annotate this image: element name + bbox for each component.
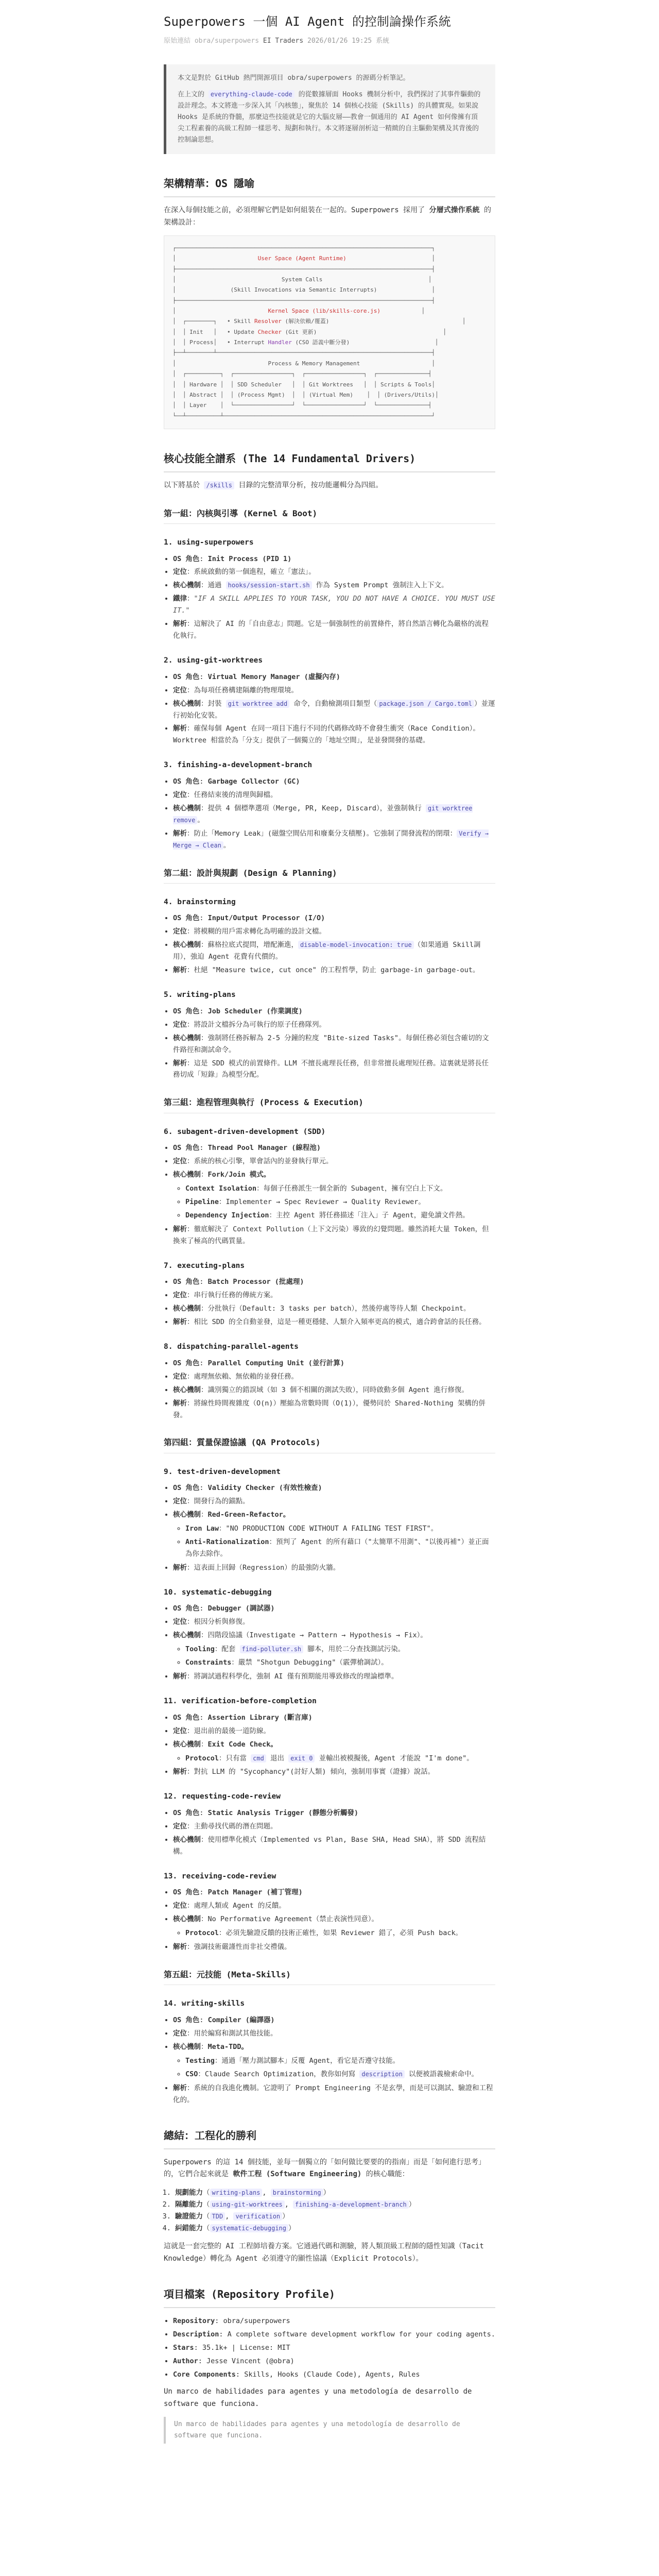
skill-title: 3. finishing-a-development-branch <box>164 761 313 770</box>
skill-details <box>164 553 495 642</box>
architecture-diagram: ┌───────────────────────────────────────────────────────────────────────────┐ │ User Space (Agent Runtime) │ ├───────────────────────────────────────────────────────────────────────────┤ │ System Calls │ │ (Skill Invocations via Semantic Interrupts) │ ├───────────────────────────────────────────────────────────────────────────┤ │ Kernel Space (lib/skills-core.js) │ │ ┌────────┐ • Skill Resolver (解決依賴/覆蓋) │ │ │ Init │ • Update Checker (Git 更新) │ │ │ Process│ • Interrupt Handler (CSO 語義中斷分發) │ ├──┴────────┴───────────────────────────────────────────────────────────────┤ │ Process & Memory Management │ │ ┌──────────┐ ┌─────────────────┐ ┌─────────────────┐ ┌───────────────┤ │ │ Hardware │ │ SDD Scheduler │ │ Git Worktrees │ │ Scripts & Tools│ │ │ Abstract │ │ (Process Mgmt) │ │ (Virtual Mem) │ │ (Drivers/Utils)│ │ │ Layer │ └─────────────────┘ └─────────────────┘ └───────────────┤ └──┴──────────┴─────────────────────────────────────────────────────────────┘ <box>164 235 495 429</box>
list-item: • 定位：用於編寫和測試其他技能。 <box>173 2028 495 2040</box>
list-item: • 定位：將模糊的用戶需求轉化為明確的設計文檔。 <box>173 926 495 938</box>
list-item: • 核心機制：識別獨立的錯誤域（如 3 個不相關的測試失敗），同時啟動多個 Agent 進行修復。 <box>173 1384 495 1396</box>
skill-details <box>164 1807 495 1858</box>
list-item: ◦ Testing：通過「壓力測試腳本」反覆 Agent，看它是否遵守技能。 <box>185 2055 495 2067</box>
section-heading-conclusion: 總結：工程化的勝利 <box>164 2127 495 2149</box>
group-heading-2: 第二組：設計與規劃 (Design & Planning) <box>164 866 495 884</box>
list-item: ◦ CSO：Claude Search Optimization，教你如何寫 description 以便被語義檢索命中。 <box>185 2069 495 2080</box>
system-calls-sub: (Skill Invocations via Semantic Interrupts) <box>230 286 377 294</box>
list-item: ◦ Anti-Rationalization：預判了 Agent 的所有藉口（"太簡單不用測"、"以後再補"）並正面為你去除作。 <box>185 1536 495 1560</box>
list-item: • 核心機制：Fork/Join 模式。 ◦ Context Isolation：每個子任務派生一個全新的 Subagent，擁有空白上下文。 ◦ Pipeline：Implementer → Spec Reviewer → Quality Reviewer。 ◦ Dependency Injection：主控 Agent 將任務描述「注入」子 Agent，避免讀文件熱。 <box>173 1169 495 1222</box>
list-item: • OS 角色: Init Process (PID 1) <box>173 553 495 565</box>
list-item: • 核心機制：Exit Code Check。 ◦ Protocol：只有當 cmd 退出 exit 0 並輸出被模擬後，Agent 才能說 "I'm done"。 <box>173 1739 495 1765</box>
list-item: • OS 角色: Job Scheduler (作業調度) <box>173 1006 495 1018</box>
capability-list <box>164 2187 495 2234</box>
list-item: • OS 角色: Virtual Memory Manager (虛擬內存) <box>173 671 495 683</box>
section-heading-architecture: 架構精華：OS 隱喻 <box>164 175 495 197</box>
list-item: • 解析：這解決了 AI 的「自由意志」問題。它是一個強制性的前置條件，將自然語言轉化為嚴格的流程化執行。 <box>173 618 495 642</box>
core-intro: 以下將基於 /skills 目錄的完整清單分析，按功能邏輯分為四組。 <box>164 481 383 489</box>
skill-details <box>164 1276 495 1328</box>
section-heading-core-skills: 核心技能全譜系 (The 14 Fundamental Drivers) <box>164 450 495 472</box>
skill-title: 6. subagent-driven-development (SDD) <box>164 1127 326 1136</box>
skill-title: 9. test-driven-development <box>164 1467 281 1476</box>
system-calls-label: System Calls <box>281 276 323 283</box>
list-item: • 核心機制：四階段協議（Investigate → Pattern → Hypothesis → Fix）。 ◦ Tooling：配套 find-polluter.sh 腳本，用於二分查找測試污染。 ◦ Constraints：嚴禁 "Shotgun Debugging"（霰彈槍調試）。 <box>173 1630 495 1669</box>
list-item: • Stars: 35.1k+ | License: MIT <box>173 2342 495 2354</box>
list-item: • 解析：對抗 LLM 的 "Sycophancy"(討好人類) 傾向，強制用事實（證據）說話。 <box>173 1766 495 1778</box>
list-item: • 核心機制：Red-Green-Refactor。 ◦ Iron Law："NO PRODUCTION CODE WITHOUT A FAILING TEST FIRST"。 ◦ Anti-Rationalization：預判了 Agent 的所有藉口（"太簡單不用測"、"以後再補"）並正面為你去除作。 <box>173 1509 495 1560</box>
list-item: • 解析：這是 SDD 模式的前置條件。LLM 不擅長處理長任務，但非常擅長處理短任務。這裏就是將長任務切成「短錄」為模型分配。 <box>173 1058 495 1081</box>
inline-code: everything-claude-code <box>209 90 294 98</box>
list-item: • OS 角色: Validity Checker (有效性檢查) <box>173 1482 495 1494</box>
list-item: ◦ Tooling：配套 find-polluter.sh 腳本，用於二分查找測試污染。 <box>185 1643 495 1655</box>
list-item: • 定位：處理人類或 Agent 的反饋。 <box>173 1900 495 1912</box>
list-item: 2. 隔離能力（ using-git-worktrees , finishing-a-development-branch ） <box>175 2199 495 2211</box>
list-item: • Author: Jesse Vincent (@obra) <box>173 2355 495 2367</box>
list-item: • OS 角色: Static Analysis Trigger (靜態分析觸發) <box>173 1807 495 1819</box>
list-item: • 核心機制：分批執行（Default: 3 tasks per batch），然後停處等待人類 Checkpoint。 <box>173 1303 495 1315</box>
skill-details <box>164 1482 495 1574</box>
source-link-label[interactable]: 原始連結 <box>164 37 191 45</box>
list-item: 1. 規劃能力（ writing-plans , brainstorming ） <box>175 2187 495 2199</box>
list-item: • 鐵律："IF A SKILL APPLIES TO YOUR TASK, YOU DO NOT HAVE A CHOICE. YOU MUST USE IT." <box>173 593 495 617</box>
list-item: 3. 驗證能力（ TDD , verification ） <box>175 2211 495 2223</box>
category-tag[interactable]: 系統 <box>376 37 390 45</box>
skill-title: 1. using-superpowers <box>164 538 254 547</box>
conclusion-paragraph: Superpowers 的這 14 個技能，並每一個獨立的「如何做比要要的的指南」而是「如何進行思考」的，它們合起來就是 軟件工程 (Software Engineering) 的核心職能： <box>164 2158 485 2179</box>
list-item: • 核心機制：提供 4 個標準選項（Merge, PR, Keep, Discard），並強制執行 git worktree remove 。 <box>173 803 495 826</box>
author-name: EI Traders <box>263 37 304 45</box>
list-item: • 解析：防止「Memory Leak」(磁盤空間佔用和廢棄分支積壓)。它強制了開發流程的閉環： Verify → Merge → Clean 。 <box>173 828 495 852</box>
list-item: • 解析：將調試過程科學化，強制 AI 僅有預期能用導致修改的理論標準。 <box>173 1671 495 1683</box>
architecture-intro: 在深入每個技能之前，必須理解它們是如何組裝在一起的。Superpowers 採用了 分層式操作系統 的架構設計： <box>164 206 492 227</box>
list-item: • OS 角色: Parallel Computing Unit (並行計算) <box>173 1358 495 1369</box>
group-heading-4: 第四組：質量保證協議 (QA Protocols) <box>164 1435 495 1453</box>
list-item: • 定位：根因分析與修復。 <box>173 1616 495 1628</box>
skill-title: 13. receiving-code-review <box>164 1872 276 1880</box>
profile-list <box>164 2315 495 2381</box>
list-item: ◦ Protocol：只有當 cmd 退出 exit 0 並輸出被模擬後，Agent 才能說 "I'm done"。 <box>185 1753 495 1765</box>
skill-title: 2. using-git-worktrees <box>164 656 263 665</box>
conclusion-paragraph-2: 這就是一套完整的 AI 工程師培養方案。它通過代碼和測驗，將人類頂級工程師的隱性知識（Tacit Knowledge）轉化為 Agent 必須遵守的顯性協議（Explicit Protocols）。 <box>164 2242 484 2263</box>
list-item: • OS 角色: Input/Output Processor (I/O) <box>173 912 495 924</box>
list-item: • OS 角色: Assertion Library (斷言庫) <box>173 1712 495 1724</box>
list-item: • 定位：處理無依賴、無依賴的並發任務。 <box>173 1371 495 1383</box>
skill-title: 12. requesting-code-review <box>164 1792 281 1801</box>
intro-paragraph-1: 本文是對於 GitHub 熱門開源項目 obra/superpowers 的源碼分析筆記。 <box>178 74 410 82</box>
skill-details <box>164 1887 495 1953</box>
list-item: ◦ Pipeline：Implementer → Spec Reviewer → Quality Reviewer。 <box>185 1196 495 1208</box>
list-item: • 定位：串行執行任務的傳統方案。 <box>173 1290 495 1301</box>
article-meta <box>164 36 495 47</box>
list-item: • OS 角色: Batch Processor (批處理) <box>173 1276 495 1288</box>
list-item: • 定位：將設計文檔拆分為可執行的原子任務隊列。 <box>173 1019 495 1031</box>
list-item: ◦ Iron Law："NO PRODUCTION CODE WITHOUT A FAILING TEST FIRST"。 <box>185 1523 495 1535</box>
list-item: • 核心機制：使用標準化模式（Implemented vs Plan, Base SHA, Head SHA），將 SDD 流程結構。 <box>173 1834 495 1858</box>
list-item: • 定位：主動尋找代碼的潛在問題。 <box>173 1821 495 1833</box>
list-item: • 定位：退出前的最後一道防線。 <box>173 1725 495 1737</box>
list-item: ◦ Context Isolation：每個子任務派生一個全新的 Subagent，擁有空白上下文。 <box>185 1183 495 1195</box>
list-item: • 定位：為每項任務構建隔離的物理環境。 <box>173 685 495 697</box>
list-item: • 解析：將線性時間複雜度（O(n)）壓縮為常數時間（O(1)），優勢同於 Shared-Nothing 架構的併發。 <box>173 1398 495 1421</box>
skill-title: 4. brainstorming <box>164 897 236 906</box>
tagline-quote: Un marco de habilidades para agentes y una metodología de desarrollo de software que funciona. <box>164 2417 495 2444</box>
article-title: Superpowers 一個 AI Agent 的控制論操作系統 <box>164 14 451 29</box>
list-item: • 定位：任務結束後的清理與歸檔。 <box>173 789 495 801</box>
skill-details <box>164 1358 495 1421</box>
list-item: • Core Components: Skills, Hooks (Claude Code), Agents, Rules <box>173 2369 495 2381</box>
skill-details <box>164 671 495 747</box>
skill-title: 8. dispatching-parallel-agents <box>164 1343 299 1351</box>
list-item: • OS 角色: Compiler (編譯器) <box>173 2014 495 2026</box>
list-item: ◦ Constraints：嚴禁 "Shotgun Debugging"（霰彈槍調試）。 <box>185 1657 495 1669</box>
list-item: ◦ Dependency Injection：主控 Agent 將任務描述「注入」子 Agent，避免讀文件熱。 <box>185 1210 495 1222</box>
list-item: • 解析：確保每個 Agent 在同一項目下進行不同的代碼修改時不會發生衝突（Race Condition）。Worktree 相當於為「分支」提供了一個獨立的「地址空間」，是並發開發的基礎。 <box>173 723 495 747</box>
list-item: • 核心機制：Meta-TDD。 ◦ Testing：通過「壓力測試腳本」反覆 Agent，看它是否遵守技能。 ◦ CSO：Claude Search Optimization，教你如何寫 description 以便被語義檢索命中。 <box>173 2041 495 2080</box>
skill-details <box>164 2014 495 2106</box>
publish-date: 2026/01/26 19:25 <box>307 37 372 45</box>
list-item: • 核心機制：封裝 git worktree add 命令，自動檢測項目類型（ package.json / Cargo.toml ）並運行初始化安裝。 <box>173 698 495 722</box>
list-item: • 解析：相比 SDD 的全自動並發，這是一種更穩健、人類介入頻率更高的模式，適合跨會話的長任務。 <box>173 1316 495 1328</box>
intro-blockquote <box>164 64 495 155</box>
list-item: • 解析：強調技術嚴謹性而非社交禮儀。 <box>173 1941 495 1953</box>
list-item: • OS 角色: Debugger (調試器) <box>173 1603 495 1615</box>
list-item: ◦ Protocol：必須先驗證反饋的技術正確性，如果 Reviewer 錯了，必須 Push back。 <box>185 1927 495 1939</box>
skill-details <box>164 1006 495 1081</box>
skill-title: 11. verification-before-completion <box>164 1697 317 1706</box>
skill-title: 14. writing-skills <box>164 1999 245 2008</box>
skill-details <box>164 912 495 976</box>
user-space-label: User Space (Agent Runtime) <box>257 255 346 262</box>
list-item: • 核心機制：蘇格拉底式提問，增配漸進， disable-model-invocation: true （如果通過 Skill調用），強迫 Agent 花費有代價的。 <box>173 939 495 963</box>
skill-details <box>164 776 495 852</box>
list-item: • 定位：系統的核心引擎，單會話內的並發執行單元。 <box>173 1156 495 1167</box>
skill-details <box>164 1603 495 1683</box>
spanish-tagline: Un marco de habilidades para agentes y una metodología de desarrollo de software que funciona. <box>164 2387 472 2408</box>
skill-title: 10. systematic-debugging <box>164 1588 272 1597</box>
list-item: 4. 糾錯能力（ systematic-debugging ） <box>175 2223 495 2234</box>
list-item: • OS 角色: Patch Manager (補丁管理) <box>173 1887 495 1899</box>
list-item: • 解析：徹底解決了 Context Pollution（上下文污染）導致的幻覺問題。雖然消耗大量 Token，但換來了極高的代碼質量。 <box>173 1224 495 1247</box>
skill-details <box>164 1142 495 1247</box>
list-item: • 解析：這表面上回歸（Regression）的最強防火牆。 <box>173 1562 495 1574</box>
intro-paragraph-2: 在上文的 everything-claude-code 的從數據層面 Hooks 機制分析中，我們探討了其事件驅動的設計理念。本文將進一步深入其「內核態」，聚焦於 14 個核心技能 (Skills) 的具體實現。如果說 Hooks 是系統的脊髓，那麼這些技能就是它的大腦皮層——教會一個通用的 AI Agent 如何像擁有頂尖工程素養的高級工程師一樣思考、規劃和執行。本文將逐層剖析這一精緻的自主驅動架構及其背後的控制論思想。 <box>178 90 481 144</box>
list-item: • 定位：系統啟動的第一個進程，確立「憲法」。 <box>173 566 495 578</box>
list-item: • 核心機制：強制將任務拆解為 2-5 分鐘的粒度 "Bite-sized Tasks"。每個任務必須包含確切的文件路徑和測試命令。 <box>173 1032 495 1056</box>
list-item: • 解析：杜絕 "Measure twice, cut once" 的工程哲學，防止 garbage-in garbage-out。 <box>173 964 495 976</box>
list-item: • OS 角色: Garbage Collector (GC) <box>173 776 495 788</box>
list-item: • Description: A complete software development workflow for your coding agents. <box>173 2329 495 2341</box>
skill-title: 7. executing-plans <box>164 1261 245 1270</box>
source-link-repo[interactable]: obra/superpowers <box>194 37 259 45</box>
list-item: • OS 角色: Thread Pool Manager (線程池) <box>173 1142 495 1154</box>
skill-details <box>164 1712 495 1778</box>
group-heading-3: 第三組：進程管理與執行 (Process & Execution) <box>164 1095 495 1113</box>
section-heading-profile: 項目檔案 (Repository Profile) <box>164 2285 495 2308</box>
list-item: • Repository: obra/superpowers <box>173 2315 495 2327</box>
group-heading-1: 第一組：內核與引導 (Kernel & Boot) <box>164 506 495 524</box>
kernel-space-label: Kernel Space (lib/skills-core.js) <box>268 308 380 315</box>
list-item: • 核心機制：No Performative Agreement（禁止表演性同意）。 ◦ Protocol：必須先驗證反饋的技術正確性，如果 Reviewer 錯了，必須 Push back。 <box>173 1913 495 1939</box>
list-item: • 定位：開發行為的錨點。 <box>173 1496 495 1507</box>
process-memory-label: Process & Memory Management <box>268 360 360 367</box>
list-item: • 核心機制：通過 hooks/session-start.sh 作為 System Prompt 強制注入上下文。 <box>173 580 495 591</box>
list-item: • 解析：系統的自我進化機制。它證明了 Prompt Engineering 不是玄學，而是可以測試、驗證和工程化的。 <box>173 2082 495 2106</box>
skill-title: 5. writing-plans <box>164 991 236 999</box>
group-heading-5: 第五組：元技能 (Meta-Skills) <box>164 1968 495 1985</box>
